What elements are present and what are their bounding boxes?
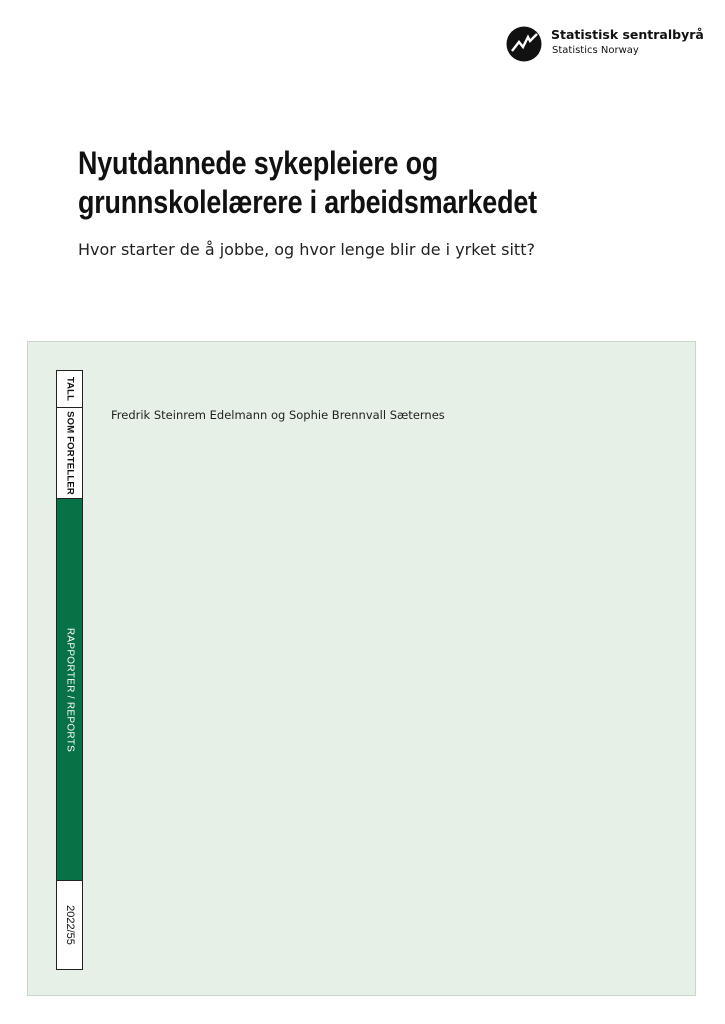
series-spine [56,370,83,970]
title-line-1: Nyutdannede sykepleiere og [78,145,439,181]
spine-series-segment [57,499,82,880]
title-line-2: grunnskolelærere i arbeidsmarkedet [78,184,537,220]
spine-tall-label: TALL [64,376,75,402]
report-title [78,144,582,222]
authors: Fredrik Steinrem Edelmann og Sophie Brennvall Sæternes [111,408,445,422]
ssb-logo-icon [506,26,542,62]
spine-som-forteller-label: SOM FORTELLER [64,411,75,495]
spine-som-segment [57,408,82,499]
report-subtitle: Hvor starter de å jobbe, og hvor lenge blir de i yrket sitt? [78,240,535,259]
spine-series-label: RAPPORTER / REPORTS [64,627,75,752]
cover-panel [27,341,696,996]
spine-number-segment [57,880,82,968]
spine-tall-segment [57,371,82,408]
report-number: 2022/55 [63,904,76,945]
ssb-logo [506,26,706,66]
logo-name: Statistisk sentralbyrå [551,27,704,42]
logo-subtitle: Statistics Norway [552,45,639,56]
